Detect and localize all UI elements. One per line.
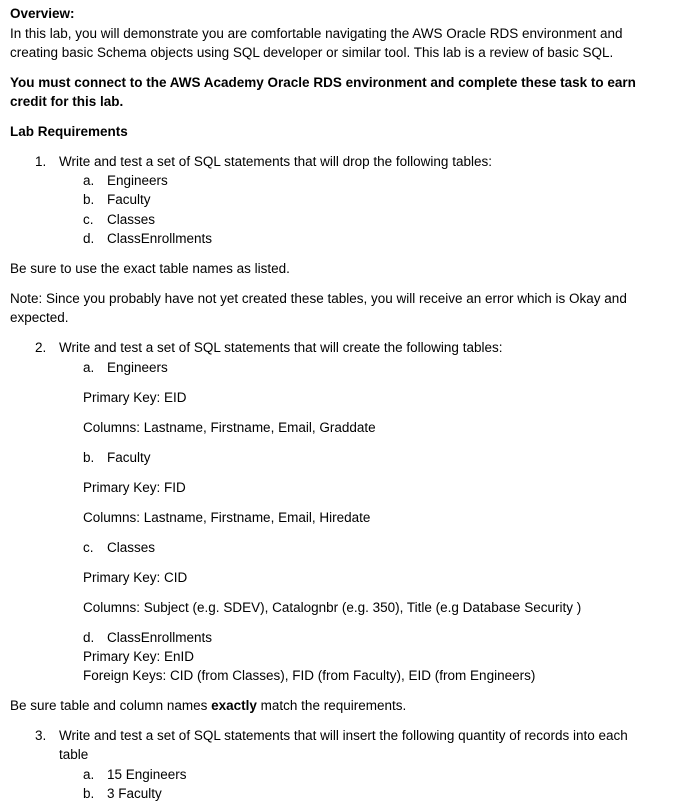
step-1-item-marker: c. [83,212,94,227]
overview-heading: Overview: [10,6,75,21]
table-engineers-columns: Columns: Lastname, Firstname, Email, Graddate [83,420,376,435]
step-3-number: 3. [35,728,47,743]
table-classes-primary-key: Primary Key: CID [83,570,188,585]
exact-match-note [10,697,406,715]
step-3-text-line-1: Write and test a set of SQL statements that will insert the following quantity of records into each [59,728,628,743]
notice-line-2: credit for this lab. [10,94,124,109]
step-3-text-line-2: table [59,747,89,762]
step-1-item: ClassEnrollments [107,231,213,246]
note-line-2: expected. [10,310,69,325]
exact-match-note-start: Be sure table and column names [10,698,212,713]
table-engineers-name: Engineers [107,360,168,375]
notice-line-1: You must connect to the AWS Academy Oracle RDS environment and complete these task to earn [10,75,636,90]
step-3-item: 3 Faculty [107,786,162,801]
table-enrollments-name: ClassEnrollments [107,630,213,645]
step-1-text: Write and test a set of SQL statements that will drop the following tables: [59,154,492,169]
step-1-item: Faculty [107,192,151,207]
exact-match-note-end: match the requirements. [256,698,407,713]
requirements-heading: Lab Requirements [10,124,128,139]
step-2-number: 2. [35,340,47,355]
overview-paragraph-line-1: In this lab, you will demonstrate you are comfortable navigating the AWS Oracle RDS environment and [10,26,623,41]
table-faculty-name: Faculty [107,450,151,465]
step-2-text: Write and test a set of SQL statements that will create the following tables: [59,340,503,355]
step-3-item-marker: b. [83,786,95,801]
exact-names-note: Be sure to use the exact table names as listed. [10,261,290,276]
table-enrollments-primary-key: Primary Key: EnID [83,649,195,664]
step-1-item-marker: d. [83,231,95,246]
table-faculty-primary-key: Primary Key: FID [83,480,186,495]
table-enrollments-marker: d. [83,630,95,645]
step-1-item: Classes [107,212,156,227]
table-classes-columns: Columns: Subject (e.g. SDEV), Catalognbr (e.g. 350), Title (e.g Database Security ) [83,600,582,615]
note-line-1: Note: Since you probably have not yet created these tables, you will receive an error which is Okay and [10,291,627,306]
exact-match-emphasis: exactly [211,698,257,713]
table-engineers-primary-key: Primary Key: EID [83,390,187,405]
table-engineers-marker: a. [83,360,95,375]
table-enrollments-foreign-keys: Foreign Keys: CID (from Classes), FID (from Faculty), EID (from Engineers) [83,668,536,683]
overview-paragraph-line-2: creating basic Schema objects using SQL developer or similar tool. This lab is a review of basic SQL. [10,45,614,60]
step-1-item: Engineers [107,173,168,188]
step-1-number: 1. [35,154,47,169]
step-1-item-marker: a. [83,173,95,188]
step-3-item-marker: a. [83,767,95,782]
table-classes-name: Classes [107,540,156,555]
table-classes-marker: c. [83,540,94,555]
step-3-item: 15 Engineers [107,767,187,782]
table-faculty-columns: Columns: Lastname, Firstname, Email, Hiredate [83,510,371,525]
table-faculty-marker: b. [83,450,95,465]
step-1-item-marker: b. [83,192,95,207]
